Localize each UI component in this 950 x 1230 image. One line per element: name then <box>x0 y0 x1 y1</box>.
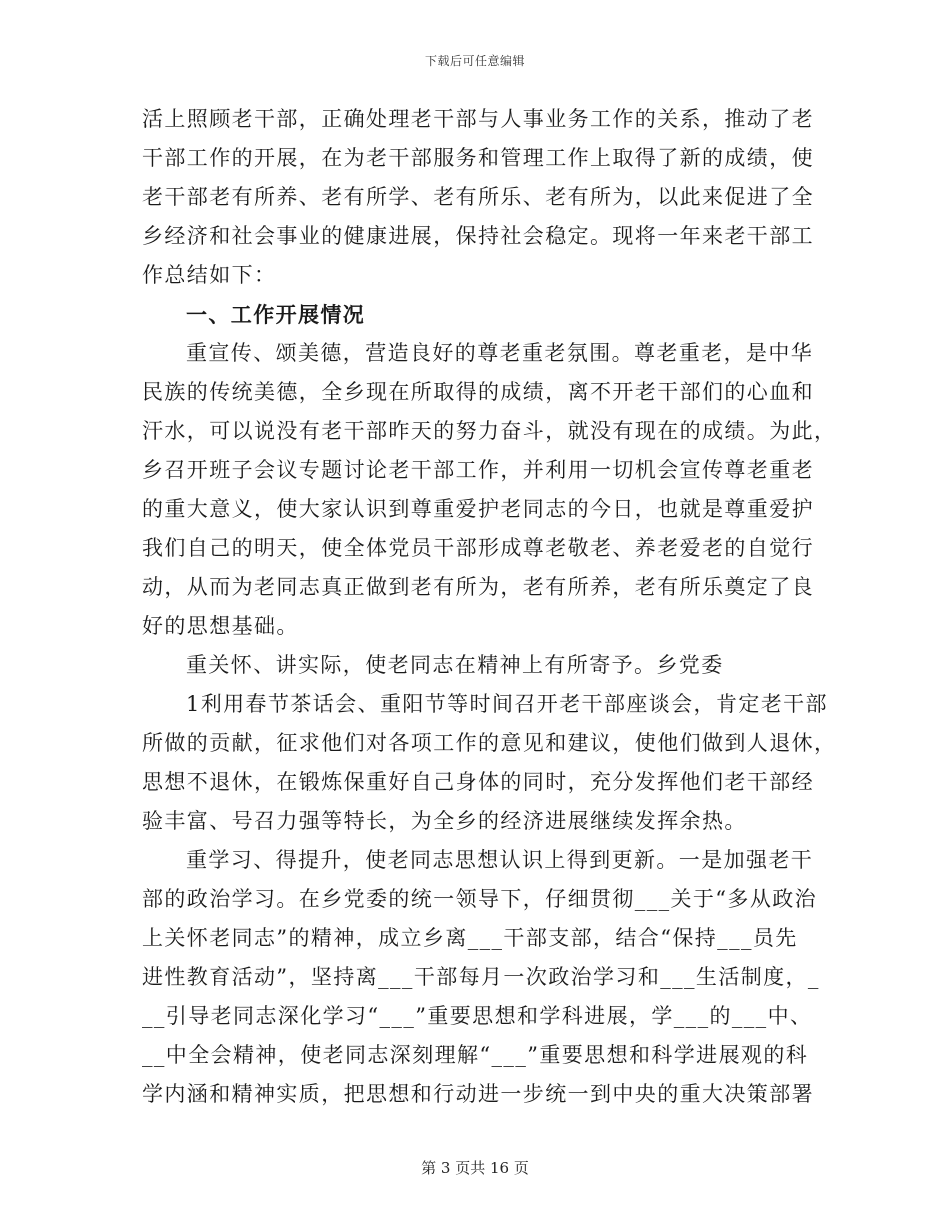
text-line: 干部工作的开展，在为老干部服务和管理工作上取得了新的成绩，使 <box>142 146 814 170</box>
text-line: 1利用春节茶话会、重阳节等时间召开老干部座谈会，肯定老干部 <box>186 692 828 716</box>
text-line: 学内涵和精神实质，把思想和行动进一步统一到中央的重大决策部署 <box>142 1082 814 1106</box>
text-line: __引导老同志深化学习“___”重要思想和学科进展，学___的___中、 <box>142 1004 813 1028</box>
text-line: 动，从而为老同志真正做到老有所为，老有所养，老有所乐奠定了良 <box>142 575 814 599</box>
text-line: 我们自己的明天，使全体党员干部形成尊老敬老、养老爱老的自觉行 <box>142 536 814 560</box>
text-line: 进性教育活动”，坚持离___干部每月一次政治学习和___生活制度，_ <box>142 965 820 989</box>
text-line: 重宣传、颂美德，营造良好的尊老重老氛围。尊老重老，是中华 <box>186 341 814 365</box>
text-line: 上关怀老同志”的精神，成立乡离___干部支部，结合“保持___员先 <box>142 926 798 950</box>
page-footer: 第 3 页共 16 页 <box>421 1159 529 1177</box>
text-line: 的重大意义，使大家认识到尊重爱护老同志的今日，也就是尊重爱护 <box>142 497 814 521</box>
text-line: 汗水，可以说没有老干部昨天的努力奋斗，就没有现在的成绩。为此， <box>142 419 837 443</box>
text-line: 验丰富、号召力强等特长，为全乡的经济进展继续发挥余热。 <box>142 809 747 833</box>
text-line: 重关怀、讲实际，使老同志在精神上有所寄予。乡党委 <box>186 653 724 677</box>
text-line: 民族的传统美德，全乡现在所取得的成绩，离不开老干部们的心血和 <box>142 380 814 404</box>
text-line: 老干部老有所养、老有所学、老有所乐、老有所为，以此来促进了全 <box>142 185 814 209</box>
text-line: 所做的贡献，征求他们对各项工作的意见和建议，使他们做到人退休， <box>142 731 837 755</box>
text-line: 乡经济和社会事业的健康进展，保持社会稳定。现将一年来老干部工 <box>142 224 814 248</box>
text-line: 乡召开班子会议专题讨论老干部工作，并利用一切机会宣传尊老重老 <box>142 458 814 482</box>
text-line: 作总结如下： <box>142 263 277 287</box>
text-line: 部的政治学习。在乡党委的统一领导下，仔细贯彻___关于“多从政治 <box>142 887 818 911</box>
text-line: 重学习、得提升，使老同志思想认识上得到更新。一是加强老干 <box>186 848 814 872</box>
section-heading: 一、工作开展情况 <box>186 302 366 327</box>
text-line: 好的思想基础。 <box>142 614 299 638</box>
text-line: 思想不退休，在锻炼保重好自己身体的同时，充分发挥他们老干部经 <box>142 770 814 794</box>
text-line: __中全会精神，使老同志深刻理解“___”重要思想和科学进展观的科 <box>142 1043 809 1067</box>
page-header: 下载后可任意编辑 <box>424 54 525 68</box>
document-body <box>142 100 837 1114</box>
text-line: 活上照顾老干部，正确处理老干部与人事业务工作的关系，推动了老 <box>142 107 814 131</box>
